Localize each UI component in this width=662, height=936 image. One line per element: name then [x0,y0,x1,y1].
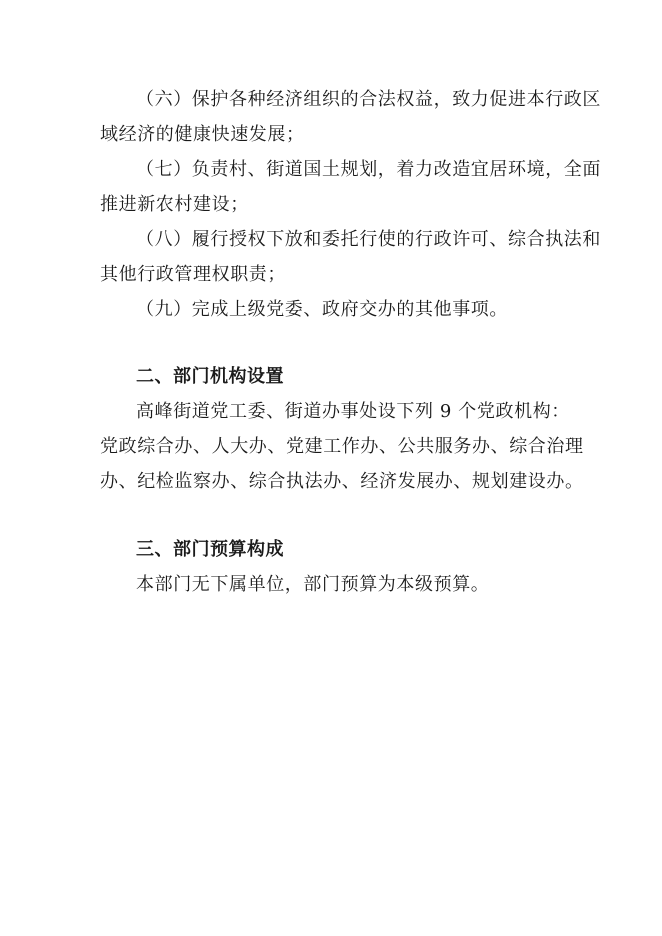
section2-line-2: 党政综合办、人大办、党建工作办、公共服务办、综合治理 [100,436,584,457]
item-7-line-2: 推进新农村建设； [100,194,249,215]
item-8-line-2: 其他行政管理权职责； [100,264,286,285]
item-7-line-1: （七）负责村、街道国土规划，着力改造宜居环境，全面 [136,159,601,180]
section2-line-1: 高峰街道党工委、街道办事处设下列 9 个党政机构： [136,401,570,422]
section2-line-3: 办、纪检监察办、综合执法办、经济发展办、规划建设办。 [100,471,584,492]
item-6-line-2: 域经济的健康快速发展； [100,124,305,145]
item-6-line-1: （六）保护各种经济组织的合法权益，致力促进本行政区 [136,89,601,110]
section-heading-budget-composition: 三、部门预算构成 [136,539,284,560]
section-heading-org-structure: 二、部门机构设置 [136,366,284,387]
section3-line-1: 本部门无下属单位，部门预算为本级预算。 [136,574,490,595]
item-8-line-1: （八）履行授权下放和委托行使的行政许可、综合执法和 [136,229,601,250]
item-9-line-1: （九）完成上级党委、政府交办的其他事项。 [136,299,508,320]
